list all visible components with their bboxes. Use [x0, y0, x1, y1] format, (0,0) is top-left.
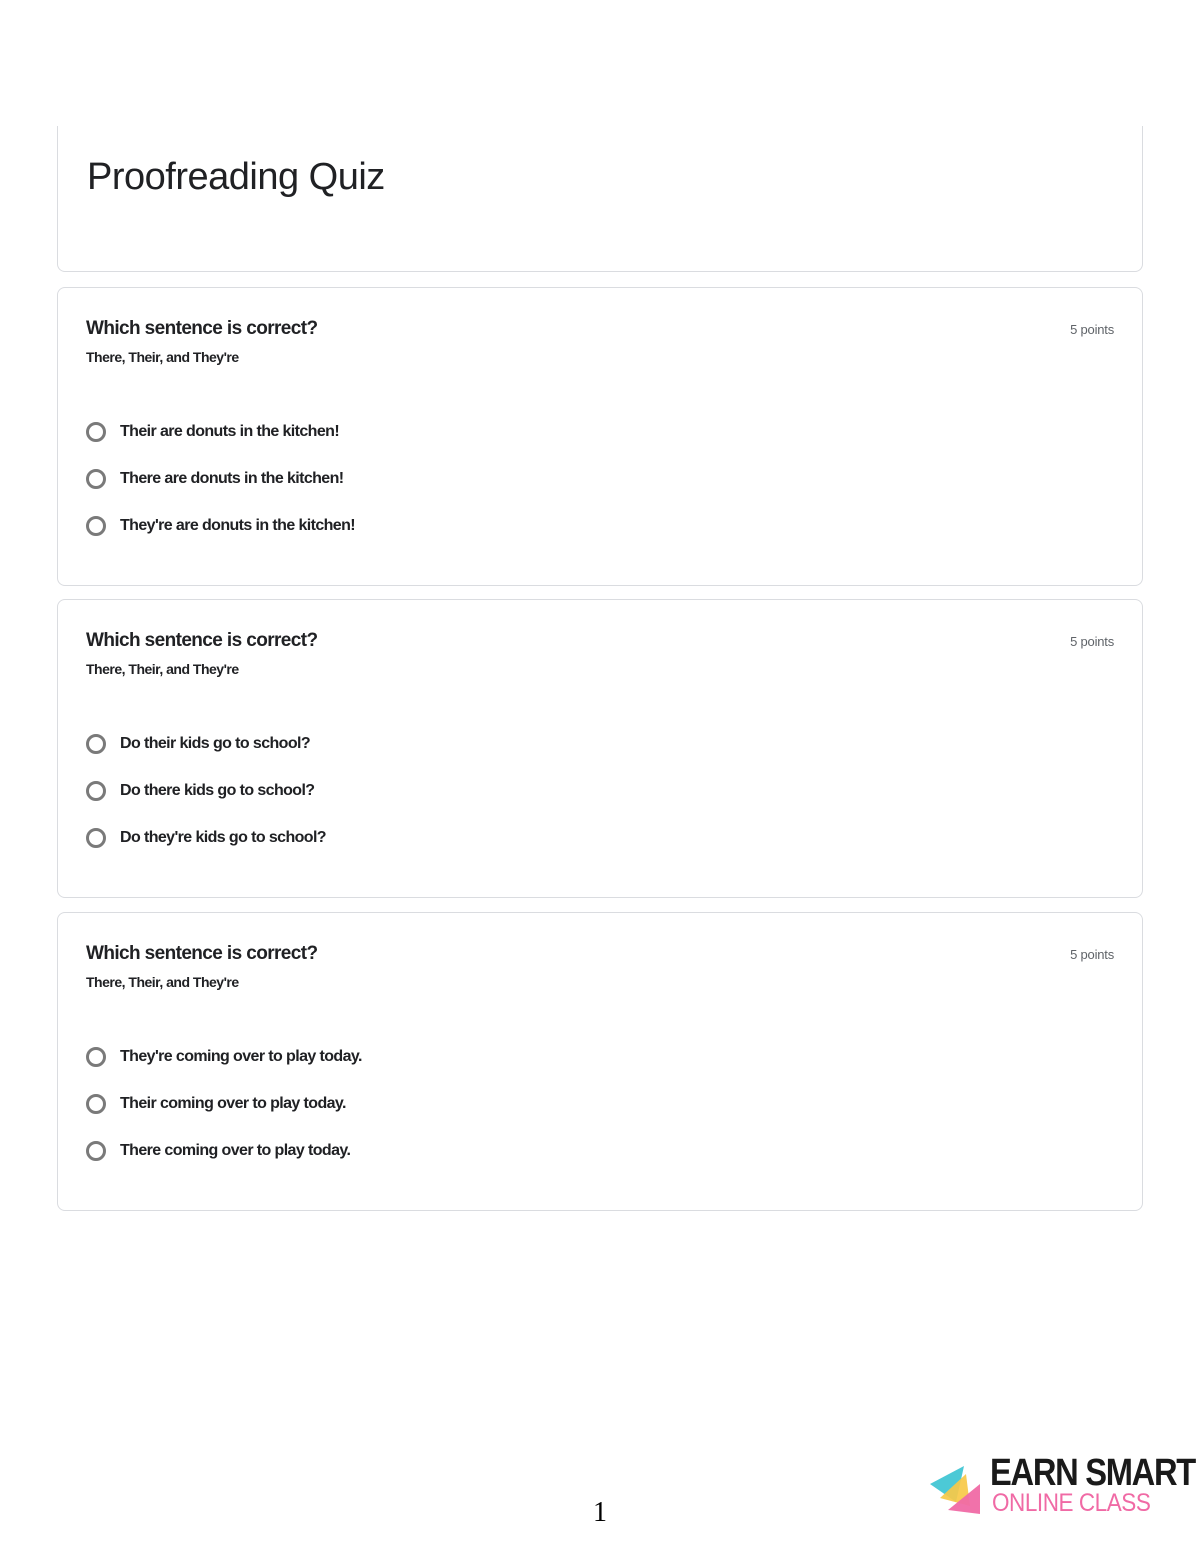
radio-option-label[interactable]: Do their kids go to school? — [120, 734, 311, 752]
question-card — [57, 599, 1143, 898]
question-title: Which sentence is correct? — [86, 318, 318, 339]
radio-option[interactable] — [86, 1080, 362, 1127]
question-points: 5 points — [1070, 634, 1114, 649]
question-points: 5 points — [1070, 322, 1114, 337]
radio-button[interactable] — [86, 1047, 106, 1067]
radio-option-label[interactable]: There are donuts in the kitchen! — [120, 469, 344, 487]
question-title: Which sentence is correct? — [86, 943, 318, 964]
radio-option[interactable] — [86, 767, 326, 814]
question-card — [57, 912, 1143, 1211]
radio-option[interactable] — [86, 408, 355, 455]
logo-text-primary: EARN SMART — [990, 1452, 1195, 1494]
radio-button[interactable] — [86, 1141, 106, 1161]
earn-smart-logo — [926, 1452, 1195, 1518]
question-description: There, Their, and They're — [86, 349, 239, 365]
question-points: 5 points — [1070, 947, 1114, 962]
radio-option[interactable] — [86, 455, 355, 502]
radio-option-label[interactable]: Do they're kids go to school? — [120, 828, 326, 846]
question-description: There, Their, and They're — [86, 661, 239, 677]
radio-group — [86, 408, 355, 549]
radio-option-label[interactable]: Their coming over to play today. — [120, 1094, 346, 1112]
radio-button[interactable] — [86, 781, 106, 801]
radio-option-label[interactable]: Do there kids go to school? — [120, 781, 315, 799]
radio-button[interactable] — [86, 516, 106, 536]
radio-button[interactable] — [86, 422, 106, 442]
logo-text-secondary: ONLINE CLASS — [992, 1489, 1151, 1517]
radio-group — [86, 720, 326, 861]
radio-group — [86, 1033, 362, 1174]
radio-option[interactable] — [86, 814, 326, 861]
radio-option[interactable] — [86, 1033, 362, 1080]
radio-option[interactable] — [86, 720, 326, 767]
form-title-card — [57, 126, 1143, 272]
radio-option-label[interactable]: They're are donuts in the kitchen! — [120, 516, 356, 534]
radio-option-label[interactable]: They're coming over to play today. — [120, 1047, 362, 1065]
radio-option-label[interactable]: Their are donuts in the kitchen! — [120, 422, 340, 440]
question-description: There, Their, and They're — [86, 974, 239, 990]
radio-button[interactable] — [86, 1094, 106, 1114]
logo-triangles-icon — [926, 1458, 984, 1514]
radio-option[interactable] — [86, 502, 355, 549]
page-number: 1 — [593, 1497, 607, 1528]
radio-option-label[interactable]: There coming over to play today. — [120, 1141, 351, 1159]
form-title: Proofreading Quiz — [87, 156, 385, 198]
radio-button[interactable] — [86, 469, 106, 489]
radio-button[interactable] — [86, 734, 106, 754]
radio-option[interactable] — [86, 1127, 362, 1174]
radio-button[interactable] — [86, 828, 106, 848]
question-title: Which sentence is correct? — [86, 630, 318, 651]
question-card — [57, 287, 1143, 586]
